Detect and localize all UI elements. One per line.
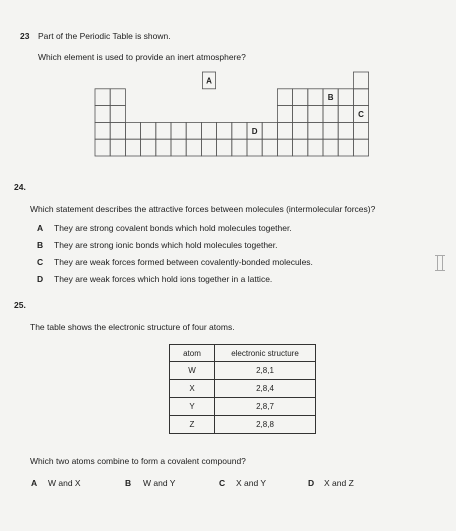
periodic-table-cell bbox=[171, 122, 186, 139]
periodic-table-cell bbox=[338, 122, 353, 139]
q24-option-a-text: They are strong covalent bonds which hold molecules together. bbox=[54, 223, 292, 233]
periodic-table-cell bbox=[95, 122, 110, 139]
periodic-table-cell bbox=[277, 89, 292, 106]
q25-option-d-letter: D bbox=[308, 478, 315, 488]
periodic-table-cell bbox=[95, 89, 110, 106]
periodic-table-cell bbox=[338, 89, 353, 106]
periodic-table-cell bbox=[141, 139, 156, 156]
periodic-table-cell bbox=[338, 106, 353, 123]
periodic-table-cell bbox=[277, 122, 292, 139]
periodic-table-cell bbox=[353, 72, 368, 89]
q25-number: 25. bbox=[14, 300, 26, 310]
periodic-table-cell bbox=[308, 122, 323, 139]
periodic-table-cell bbox=[277, 106, 292, 123]
periodic-table-cell bbox=[217, 139, 232, 156]
periodic-table-cell bbox=[262, 139, 277, 156]
q25-option-b-letter: B bbox=[125, 478, 132, 488]
periodic-table-cell bbox=[293, 139, 308, 156]
text-cursor-icon bbox=[437, 255, 443, 271]
periodic-table-cell bbox=[293, 106, 308, 123]
table-cell-atom: W bbox=[170, 362, 215, 380]
periodic-table-cell bbox=[125, 139, 140, 156]
periodic-table-cell bbox=[156, 139, 171, 156]
periodic-table-cell bbox=[110, 122, 125, 139]
table-row bbox=[170, 380, 316, 398]
q25-option-d-text: X and Z bbox=[324, 478, 354, 488]
table-header-structure: electronic structure bbox=[215, 345, 316, 362]
periodic-table-cell bbox=[125, 122, 140, 139]
periodic-table-cell bbox=[186, 122, 201, 139]
q24-option-b-text: They are strong ionic bonds which hold molecules together. bbox=[54, 240, 278, 250]
periodic-table-cell bbox=[95, 106, 110, 123]
periodic-table-cell bbox=[323, 122, 338, 139]
periodic-table-cell bbox=[308, 139, 323, 156]
periodic-table-cell bbox=[110, 106, 125, 123]
q24-option-c-text: They are weak forces formed between covalently-bonded molecules. bbox=[54, 257, 313, 267]
periodic-table-cell bbox=[353, 122, 368, 139]
periodic-table-cell bbox=[262, 122, 277, 139]
q25-option-a-letter: A bbox=[31, 478, 38, 488]
table-cell-structure: 2,8,8 bbox=[215, 416, 316, 434]
periodic-table-cell bbox=[171, 139, 186, 156]
label-d: D bbox=[251, 126, 258, 136]
periodic-table-cell bbox=[156, 122, 171, 139]
q25-intro: The table shows the electronic structure of four atoms. bbox=[30, 322, 235, 332]
table-cell-atom: Z bbox=[170, 416, 215, 434]
periodic-table-cell bbox=[201, 122, 216, 139]
periodic-table-cell bbox=[293, 122, 308, 139]
q24-option-a-letter: A bbox=[37, 223, 44, 233]
periodic-table-cell bbox=[323, 106, 338, 123]
q25-option-c-text: X and Y bbox=[236, 478, 267, 488]
q24-number: 24. bbox=[14, 182, 26, 192]
periodic-table-cell bbox=[247, 139, 262, 156]
periodic-table-cell bbox=[141, 122, 156, 139]
periodic-table-cell bbox=[201, 139, 216, 156]
q23-intro: Part of the Periodic Table is shown. bbox=[38, 31, 171, 41]
periodic-table-cell bbox=[353, 89, 368, 106]
periodic-table-cell bbox=[293, 89, 308, 106]
q25-question: Which two atoms combine to form a covalent compound? bbox=[30, 456, 246, 466]
q24-option-d-letter: D bbox=[37, 274, 44, 284]
electronic-structure-table bbox=[169, 344, 316, 434]
periodic-table-cell bbox=[232, 122, 247, 139]
table-cell-structure: 2,8,4 bbox=[215, 380, 316, 398]
table-cell-atom: X bbox=[170, 380, 215, 398]
periodic-table-cell bbox=[353, 139, 368, 156]
table-header-atom: atom bbox=[170, 345, 215, 362]
label-b: B bbox=[327, 93, 334, 103]
q25-option-c-letter: C bbox=[219, 478, 226, 488]
table-header-row bbox=[170, 345, 316, 362]
periodic-table-cell bbox=[277, 139, 292, 156]
table-row bbox=[170, 416, 316, 434]
table-cell-structure: 2,8,7 bbox=[215, 398, 316, 416]
label-a: A bbox=[206, 76, 212, 86]
q25-option-a-text: W and X bbox=[48, 478, 81, 488]
periodic-table-cell bbox=[95, 139, 110, 156]
periodic-table-cell bbox=[308, 106, 323, 123]
table-cell-atom: Y bbox=[170, 398, 215, 416]
periodic-table-cell bbox=[110, 139, 125, 156]
periodic-table-cell bbox=[338, 139, 353, 156]
periodic-table-cell bbox=[217, 122, 232, 139]
table-row bbox=[170, 398, 316, 416]
periodic-table-cell bbox=[232, 139, 247, 156]
label-c: C bbox=[358, 110, 364, 119]
periodic-table-cell bbox=[308, 89, 323, 106]
q23-question: Which element is used to provide an inert atmosphere? bbox=[38, 52, 246, 62]
periodic-table-cell bbox=[110, 89, 125, 106]
q24-option-d-text: They are weak forces which hold ions together in a lattice. bbox=[54, 274, 273, 284]
q24-question: Which statement describes the attractive forces between molecules (intermolecular forces)? bbox=[30, 204, 376, 214]
table-row bbox=[170, 362, 316, 380]
q24-option-c-letter: C bbox=[37, 257, 44, 267]
periodic-table-cell bbox=[186, 139, 201, 156]
periodic-table-diagram bbox=[0, 0, 456, 170]
q23-number: 23 bbox=[20, 31, 30, 41]
q24-option-b-letter: B bbox=[37, 240, 44, 250]
periodic-table-cell bbox=[323, 139, 338, 156]
table-cell-structure: 2,8,1 bbox=[215, 362, 316, 380]
q25-option-b-text: W and Y bbox=[143, 478, 176, 488]
